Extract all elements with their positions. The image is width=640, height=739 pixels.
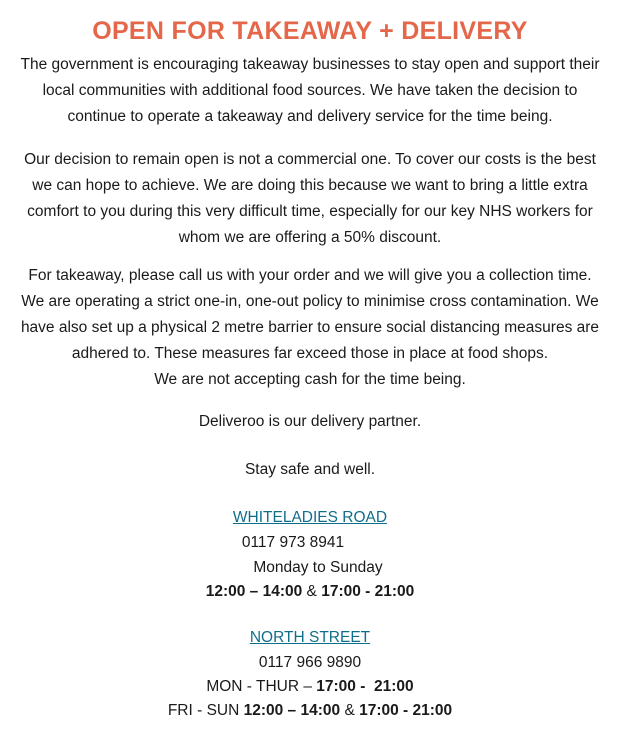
text-line: The government is encouraging takeaway businesses to stay open and support their <box>20 56 600 73</box>
text-line: comfort to you during this very difficult time, especially for our key NHS workers for <box>27 203 593 220</box>
text-line: have also set up a physical 2 metre barrier to ensure social distancing measures are <box>20 319 600 336</box>
delivery-partner-note: Deliveroo is our delivery partner. <box>198 413 422 430</box>
whiteladies-road-link[interactable]: WHITELADIES ROAD <box>232 509 388 526</box>
north-street-weekend-days: FRI - SUN <box>167 702 244 719</box>
text-line: For takeaway, please call us with your order and we will give you a collection time. <box>28 267 592 284</box>
whiteladies-section-heading <box>0 505 620 531</box>
text-line: continue to operate a takeaway and delivery service for the time being. <box>67 108 553 125</box>
north-street-weekday-hours <box>0 674 620 700</box>
hours-joiner: & <box>302 583 322 600</box>
whiteladies-phone-row <box>0 530 620 556</box>
paragraph-government <box>0 52 620 130</box>
whiteladies-phone: 0117 973 8941 <box>241 534 345 551</box>
north-street-weekend-lunch: 12:00 – 14:00 <box>243 702 341 719</box>
text-line: we can hope to achieve. We are doing this because we want to bring a little extra <box>32 177 588 194</box>
text-line: adhered to. These measures far exceed those in place at food shops. <box>71 345 549 362</box>
north-street-weekend-evening: 17:00 - 21:00 <box>359 702 453 719</box>
sign-off: Stay safe and well. <box>244 461 376 478</box>
north-street-link[interactable]: NORTH STREET <box>249 629 371 646</box>
paragraph-takeaway-policy <box>0 263 620 393</box>
text-line: We are operating a strict one-in, one-out policy to minimise cross contamination. We <box>21 293 599 310</box>
north-street-weekend-hours <box>0 698 620 724</box>
paragraph-decision <box>0 147 620 251</box>
hours-joiner: & <box>340 702 360 719</box>
north-street-weekday-days: MON - THUR – <box>206 678 317 695</box>
north-street-section-heading <box>0 625 620 651</box>
whiteladies-hours <box>0 579 620 605</box>
whiteladies-hours-lunch: 12:00 – 14:00 <box>205 583 303 600</box>
page-title: OPEN FOR TAKEAWAY + DELIVERY <box>92 17 528 45</box>
whiteladies-days-row <box>0 555 620 581</box>
north-street-weekday-time: 17:00 - 21:00 <box>316 678 414 695</box>
text-line: local communities with additional food sources. We have taken the decision to <box>42 82 578 99</box>
whiteladies-hours-evening: 17:00 - 21:00 <box>321 583 415 600</box>
whiteladies-days: Monday to Sunday <box>253 559 383 576</box>
north-street-phone: 0117 966 9890 <box>258 654 362 671</box>
text-line: We are not accepting cash for the time being. <box>154 371 466 388</box>
text-line: whom we are offering a 50% discount. <box>178 229 442 246</box>
text-line: Our decision to remain open is not a commercial one. To cover our costs is the best <box>24 151 596 168</box>
